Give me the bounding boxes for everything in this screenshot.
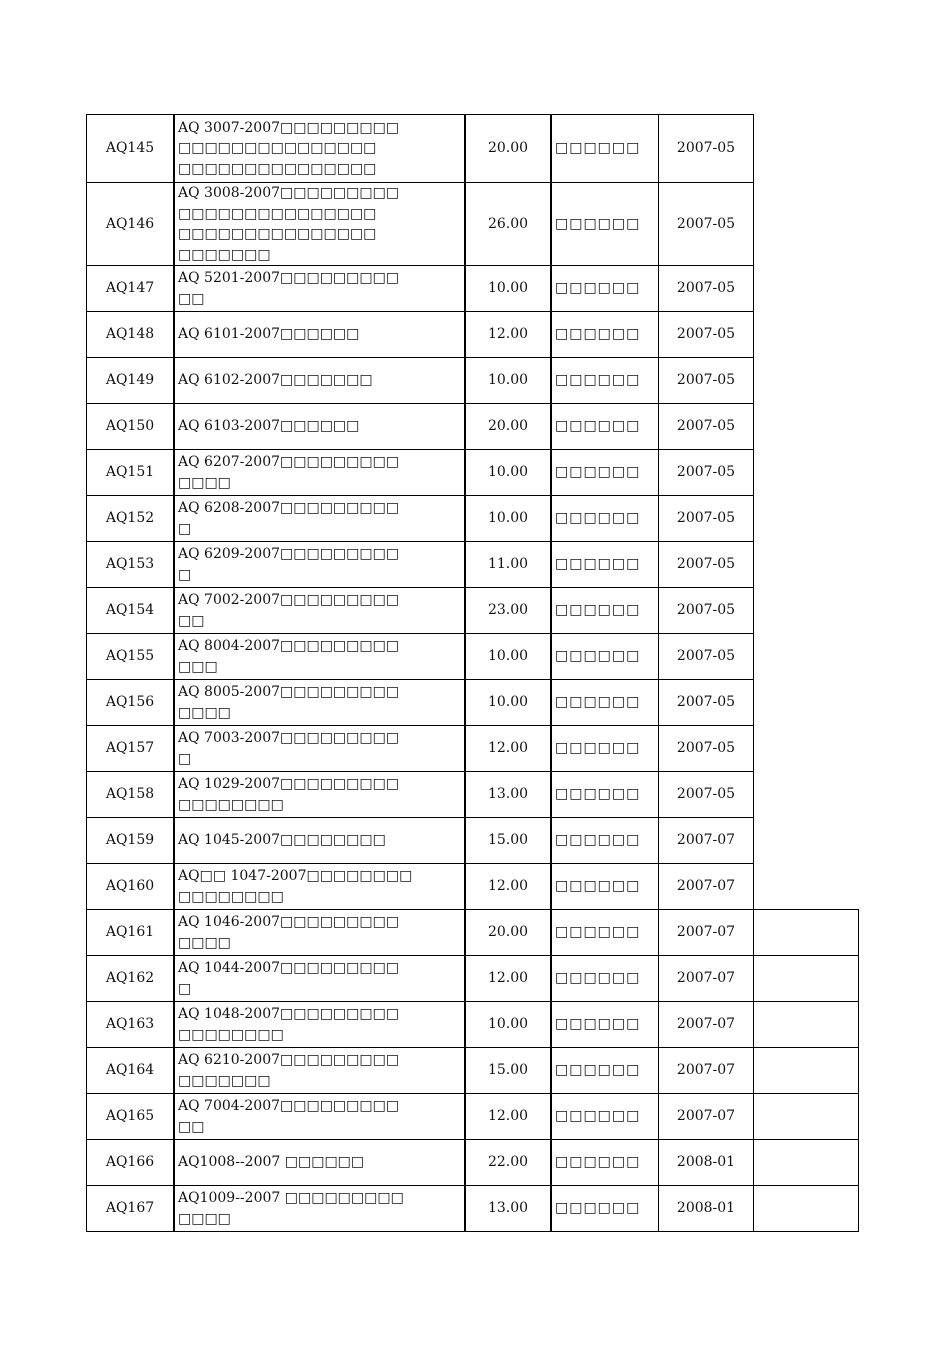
standard-code-cell: AQ167	[86, 1185, 174, 1232]
price-cell: 12.00	[464, 1093, 551, 1140]
table-row	[86, 679, 753, 725]
table-row	[86, 357, 753, 403]
standard-title-cell: AQ 7002-2007□□□□□□□□□ □□	[173, 587, 465, 634]
publisher-cell: □□□□□□	[550, 863, 659, 910]
publisher-cell: □□□□□□	[550, 1185, 659, 1232]
price-cell: 22.00	[464, 1139, 551, 1186]
standard-code-cell: AQ155	[86, 633, 174, 680]
date-cell: 2007-07	[658, 909, 754, 956]
table-row	[86, 311, 753, 357]
standard-code-cell: AQ166	[86, 1139, 174, 1186]
table-row	[86, 863, 753, 909]
empty-cell	[753, 955, 859, 1002]
table-row	[86, 955, 858, 1001]
standard-title-cell: AQ 6101-2007□□□□□□	[173, 311, 465, 358]
price-cell: 20.00	[464, 114, 551, 183]
price-cell: 10.00	[464, 633, 551, 680]
date-cell: 2007-05	[658, 587, 754, 634]
table-row	[86, 449, 753, 495]
table-row	[86, 114, 753, 182]
table-row	[86, 541, 753, 587]
standard-title-cell: AQ 6207-2007□□□□□□□□□ □□□□	[173, 449, 465, 496]
date-cell: 2007-05	[658, 357, 754, 404]
date-cell: 2007-05	[658, 114, 754, 183]
empty-cell	[753, 1185, 859, 1232]
standard-code-cell: AQ165	[86, 1093, 174, 1140]
publisher-cell: □□□□□□	[550, 1047, 659, 1094]
standard-code-cell: AQ159	[86, 817, 174, 864]
price-cell: 20.00	[464, 403, 551, 450]
date-cell: 2007-07	[658, 817, 754, 864]
date-cell: 2007-05	[658, 449, 754, 496]
price-cell: 15.00	[464, 1047, 551, 1094]
standard-title-cell: AQ 1029-2007□□□□□□□□□ □□□□□□□□	[173, 771, 465, 818]
standard-title-cell: AQ 1045-2007□□□□□□□□	[173, 817, 465, 864]
date-cell: 2008-01	[658, 1185, 754, 1232]
price-cell: 26.00	[464, 182, 551, 266]
publisher-cell: □□□□□□	[550, 182, 659, 266]
date-cell: 2007-05	[658, 541, 754, 588]
standard-title-cell: AQ 5201-2007□□□□□□□□□ □□	[173, 265, 465, 312]
date-cell: 2007-05	[658, 633, 754, 680]
date-cell: 2007-05	[658, 182, 754, 266]
table-row	[86, 817, 753, 863]
standard-title-cell: AQ 3007-2007□□□□□□□□□ □□□□□□□□□□□□□□□ □□□□□□□□□□□□□□□	[173, 114, 465, 183]
standard-title-cell: AQ 1044-2007□□□□□□□□□ □	[173, 955, 465, 1002]
empty-cell	[753, 1093, 859, 1140]
standard-title-cell: AQ1009--2007 □□□□□□□□□ □□□□	[173, 1185, 465, 1232]
standard-code-cell: AQ150	[86, 403, 174, 450]
standard-code-cell: AQ162	[86, 955, 174, 1002]
price-cell: 10.00	[464, 679, 551, 726]
price-cell: 10.00	[464, 1001, 551, 1048]
standard-title-cell: AQ 6103-2007□□□□□□	[173, 403, 465, 450]
standard-code-cell: AQ149	[86, 357, 174, 404]
price-cell: 12.00	[464, 725, 551, 772]
table-row	[86, 182, 753, 265]
standard-title-cell: AQ 7003-2007□□□□□□□□□ □	[173, 725, 465, 772]
table-row	[86, 1093, 858, 1139]
table-row	[86, 909, 858, 955]
publisher-cell: □□□□□□	[550, 679, 659, 726]
standard-code-cell: AQ156	[86, 679, 174, 726]
price-cell: 23.00	[464, 587, 551, 634]
standard-code-cell: AQ151	[86, 449, 174, 496]
standard-title-cell: AQ 6210-2007□□□□□□□□□ □□□□□□□	[173, 1047, 465, 1094]
publisher-cell: □□□□□□	[550, 357, 659, 404]
price-cell: 12.00	[464, 311, 551, 358]
price-cell: 10.00	[464, 495, 551, 542]
standard-code-cell: AQ148	[86, 311, 174, 358]
publisher-cell: □□□□□□	[550, 817, 659, 864]
empty-cell	[753, 909, 859, 956]
standard-title-cell: AQ 8005-2007□□□□□□□□□ □□□□	[173, 679, 465, 726]
publisher-cell: □□□□□□	[550, 725, 659, 772]
empty-cell	[753, 1139, 859, 1186]
publisher-cell: □□□□□□	[550, 1139, 659, 1186]
publisher-cell: □□□□□□	[550, 1001, 659, 1048]
date-cell: 2007-05	[658, 495, 754, 542]
table-row	[86, 1047, 858, 1093]
price-cell: 13.00	[464, 771, 551, 818]
standard-code-cell: AQ157	[86, 725, 174, 772]
price-cell: 15.00	[464, 817, 551, 864]
table-row	[86, 725, 753, 771]
standard-title-cell: AQ 1046-2007□□□□□□□□□ □□□□	[173, 909, 465, 956]
publisher-cell: □□□□□□	[550, 771, 659, 818]
date-cell: 2007-05	[658, 771, 754, 818]
date-cell: 2007-07	[658, 1001, 754, 1048]
price-cell: 12.00	[464, 955, 551, 1002]
publisher-cell: □□□□□□	[550, 265, 659, 312]
table-row	[86, 495, 753, 541]
standard-code-cell: AQ145	[86, 114, 174, 183]
standard-title-cell: AQ1008--2007 □□□□□□	[173, 1139, 465, 1186]
table-row	[86, 265, 753, 311]
date-cell: 2007-05	[658, 265, 754, 312]
standard-title-cell: AQ 1048-2007□□□□□□□□□ □□□□□□□□	[173, 1001, 465, 1048]
table-row	[86, 403, 753, 449]
standard-code-cell: AQ158	[86, 771, 174, 818]
publisher-cell: □□□□□□	[550, 114, 659, 183]
standard-code-cell: AQ164	[86, 1047, 174, 1094]
standard-code-cell: AQ160	[86, 863, 174, 910]
standard-title-cell: AQ 8004-2007□□□□□□□□□ □□□	[173, 633, 465, 680]
publisher-cell: □□□□□□	[550, 541, 659, 588]
standard-code-cell: AQ161	[86, 909, 174, 956]
table-row	[86, 587, 753, 633]
price-cell: 10.00	[464, 265, 551, 312]
standard-code-cell: AQ163	[86, 1001, 174, 1048]
publisher-cell: □□□□□□	[550, 311, 659, 358]
standard-code-cell: AQ147	[86, 265, 174, 312]
empty-cell	[753, 1001, 859, 1048]
publisher-cell: □□□□□□	[550, 403, 659, 450]
table-row	[86, 1139, 858, 1185]
table-row	[86, 1185, 858, 1231]
standard-title-cell: AQ□□ 1047-2007□□□□□□□□ □□□□□□□□	[173, 863, 465, 910]
date-cell: 2007-05	[658, 311, 754, 358]
date-cell: 2007-07	[658, 863, 754, 910]
table-row	[86, 633, 753, 679]
publisher-cell: □□□□□□	[550, 587, 659, 634]
publisher-cell: □□□□□□	[550, 909, 659, 956]
price-cell: 13.00	[464, 1185, 551, 1232]
publisher-cell: □□□□□□	[550, 633, 659, 680]
date-cell: 2007-07	[658, 1093, 754, 1140]
date-cell: 2007-05	[658, 725, 754, 772]
standard-title-cell: AQ 6208-2007□□□□□□□□□ □	[173, 495, 465, 542]
date-cell: 2007-07	[658, 955, 754, 1002]
publisher-cell: □□□□□□	[550, 495, 659, 542]
standard-title-cell: AQ 3008-2007□□□□□□□□□ □□□□□□□□□□□□□□□ □□□□□□□□□□□□□□□ □□□□□□□	[173, 182, 465, 266]
price-cell: 12.00	[464, 863, 551, 910]
standard-title-cell: AQ 6102-2007□□□□□□□	[173, 357, 465, 404]
publisher-cell: □□□□□□	[550, 449, 659, 496]
standard-code-cell: AQ152	[86, 495, 174, 542]
standard-title-cell: AQ 7004-2007□□□□□□□□□ □□	[173, 1093, 465, 1140]
price-cell: 20.00	[464, 909, 551, 956]
empty-cell	[753, 1047, 859, 1094]
standard-code-cell: AQ154	[86, 587, 174, 634]
publisher-cell: □□□□□□	[550, 1093, 659, 1140]
standard-code-cell: AQ146	[86, 182, 174, 266]
price-cell: 10.00	[464, 357, 551, 404]
date-cell: 2008-01	[658, 1139, 754, 1186]
price-cell: 11.00	[464, 541, 551, 588]
date-cell: 2007-07	[658, 1047, 754, 1094]
standard-code-cell: AQ153	[86, 541, 174, 588]
publisher-cell: □□□□□□	[550, 955, 659, 1002]
standard-title-cell: AQ 6209-2007□□□□□□□□□ □	[173, 541, 465, 588]
table-row	[86, 1001, 858, 1047]
table-row	[86, 771, 753, 817]
date-cell: 2007-05	[658, 403, 754, 450]
date-cell: 2007-05	[658, 679, 754, 726]
price-cell: 10.00	[464, 449, 551, 496]
